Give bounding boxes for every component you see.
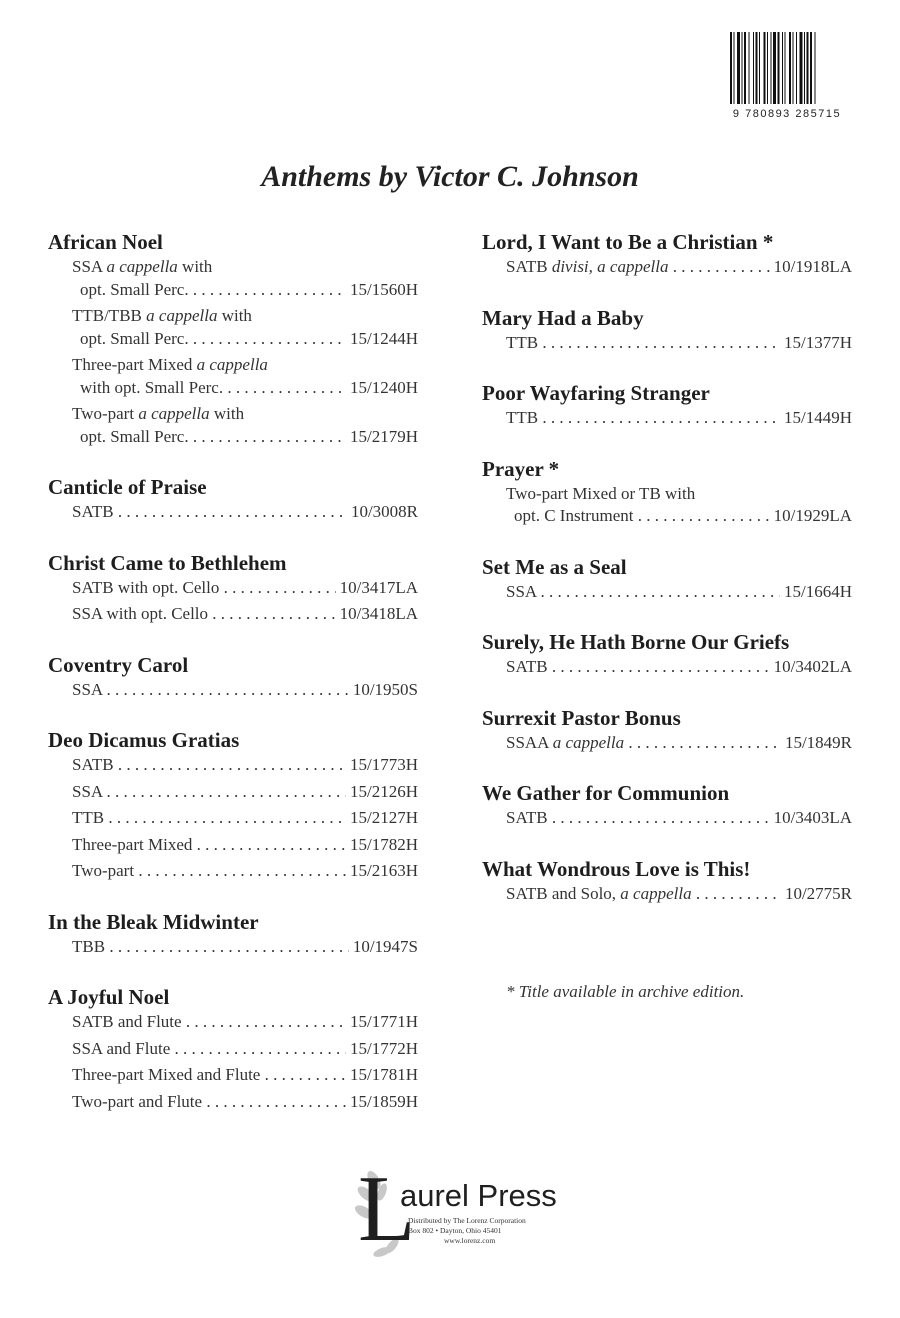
edition-line-2 <box>506 505 770 528</box>
edition-voicing: TTB <box>506 408 539 427</box>
edition-row <box>48 577 418 600</box>
edition-row <box>48 403 418 448</box>
edition-row <box>482 256 852 279</box>
anthem-entry <box>482 855 852 906</box>
anthem-title: Surely, He Hath Borne Our Griefs <box>482 630 790 654</box>
edition-line-1 <box>72 305 346 328</box>
edition-row <box>48 781 418 804</box>
edition-description <box>72 501 347 524</box>
edition-row <box>48 807 418 830</box>
edition-description <box>506 732 781 755</box>
edition-detail: with opt. Small Perc. <box>80 377 224 397</box>
catalog-number: 10/2775R <box>784 883 852 903</box>
edition-description <box>72 403 346 448</box>
edition-after: with <box>217 306 252 325</box>
anthem-entry <box>482 628 852 679</box>
catalog-number: 15/1240H <box>350 377 418 397</box>
anthem-title: African Noel <box>48 230 163 254</box>
edition-voicing: SATB and Flute <box>72 1012 182 1031</box>
edition-italic: a cappella <box>620 883 692 903</box>
catalog-number: 15/1560H <box>350 279 418 299</box>
edition-row <box>48 354 418 399</box>
edition-description <box>72 781 346 804</box>
anthem-entry <box>482 455 852 528</box>
edition-voicing: SSA <box>72 781 103 801</box>
edition-line-1 <box>72 403 346 426</box>
edition-voicing: TTB/TBB <box>72 306 142 325</box>
catalog-number: 15/1782H <box>350 834 418 854</box>
edition-description <box>72 577 336 600</box>
catalog-number: 10/1947S <box>352 936 418 956</box>
edition-description <box>72 807 346 830</box>
right-column <box>482 228 852 930</box>
catalog-number: 10/3402LA <box>773 657 852 676</box>
edition-voicing: Two-part and Flute <box>72 1091 203 1111</box>
edition-line <box>506 657 770 676</box>
edition-description <box>506 332 780 355</box>
edition-line <box>72 1092 346 1111</box>
anthem-entry <box>48 726 418 883</box>
anthem-entry <box>482 704 852 755</box>
edition-line <box>72 1012 346 1031</box>
edition-row <box>48 501 418 524</box>
edition-italic: a cappella <box>196 355 268 374</box>
edition-voicing: Two-part Mixed or TB with <box>506 483 696 503</box>
edition-line-2 <box>72 279 346 302</box>
edition-line <box>72 680 349 699</box>
catalog-number: 15/1859H <box>350 1091 418 1111</box>
catalog-number: 10/1950S <box>352 679 418 699</box>
edition-row <box>48 1064 418 1087</box>
catalog-number: 15/1244H <box>350 328 418 348</box>
edition-description <box>72 834 346 857</box>
edition-description <box>72 936 349 959</box>
anthem-title: Prayer * <box>482 456 560 481</box>
edition-line <box>72 782 346 801</box>
catalog-number: 15/1449H <box>784 408 852 427</box>
edition-line <box>506 884 781 903</box>
edition-description <box>506 581 780 604</box>
edition-row <box>482 581 852 604</box>
edition-description <box>72 354 346 399</box>
catalog-number: 15/2179H <box>350 426 418 446</box>
edition-voicing: SSAA <box>506 732 553 752</box>
edition-line-1 <box>72 354 346 377</box>
catalog-number: 15/2126H <box>350 781 418 801</box>
edition-voicing: SATB <box>506 257 552 276</box>
anthem-title: A Joyful Noel <box>48 985 170 1009</box>
edition-voicing: TBB <box>72 936 106 956</box>
catalog-number: 15/1771H <box>350 1012 418 1031</box>
edition-row <box>48 834 418 857</box>
edition-description <box>506 407 780 430</box>
edition-voicing: SATB with opt. Cello <box>72 577 220 597</box>
edition-row <box>48 256 418 301</box>
catalog-number: 15/1849R <box>784 732 852 752</box>
anthem-title: Lord, I Want to Be a Christian * <box>482 230 774 254</box>
edition-description <box>72 754 346 777</box>
edition-line <box>506 257 770 276</box>
catalog-number: 10/3417LA <box>339 577 418 597</box>
page-title: Anthems by Victor C. Johnson <box>261 160 639 193</box>
logo-initial: L <box>358 1157 416 1261</box>
edition-row <box>48 860 418 883</box>
edition-line <box>72 861 346 880</box>
edition-voicing: SSA with opt. Cello <box>72 604 209 623</box>
edition-voicing: TTB <box>506 332 539 352</box>
publisher-distributor: Distributed by The Lorenz Corporation <box>408 1216 526 1225</box>
publisher-address: Box 802 • Dayton, Ohio 45401 <box>408 1226 502 1235</box>
edition-voicing: Two-part <box>72 404 135 423</box>
anthem-entry <box>48 651 418 702</box>
edition-line-2 <box>72 426 346 449</box>
left-column <box>48 228 418 1138</box>
edition-italic: a cappella <box>552 732 625 752</box>
edition-row <box>482 656 852 679</box>
publisher-name: aurel Press <box>400 1178 557 1213</box>
edition-row <box>48 1011 418 1034</box>
edition-row <box>48 1091 418 1114</box>
anthem-title: We Gather for Communion <box>482 781 730 805</box>
edition-line-2 <box>72 377 346 400</box>
edition-row <box>48 305 418 350</box>
anthem-title: In the Bleak Midwinter <box>48 909 259 934</box>
anthem-entry <box>48 549 418 626</box>
edition-description <box>72 603 336 626</box>
edition-voicing: SATB <box>72 755 114 774</box>
edition-line <box>72 835 346 854</box>
edition-description <box>72 1038 346 1061</box>
edition-line-1 <box>72 256 346 279</box>
edition-line-1 <box>506 483 770 506</box>
edition-row <box>48 754 418 777</box>
edition-after: with <box>209 404 245 423</box>
edition-row <box>48 679 418 702</box>
edition-line <box>72 755 346 774</box>
edition-voicing: SATB <box>506 808 548 827</box>
anthem-title: Mary Had a Baby <box>482 305 644 330</box>
edition-row <box>482 407 852 430</box>
edition-row <box>48 603 418 626</box>
edition-description <box>506 656 770 679</box>
edition-description <box>72 1011 346 1034</box>
anthem-title: Set Me as a Seal <box>482 554 627 579</box>
anthem-entry <box>482 304 852 355</box>
anthem-entry <box>48 908 418 959</box>
edition-voicing: SSA <box>72 679 103 699</box>
catalog-number: 10/3403LA <box>773 808 852 827</box>
catalog-number: 15/1773H <box>350 755 418 774</box>
edition-voicing: SATB <box>506 657 548 676</box>
anthem-title: Coventry Carol <box>48 652 189 677</box>
edition-voicing: SSA and Flute <box>72 1038 171 1058</box>
edition-voicing: SSA <box>506 581 537 601</box>
anthem-title: Poor Wayfaring Stranger <box>482 381 710 405</box>
anthem-entry <box>482 779 852 830</box>
anthem-title: Canticle of Praise <box>48 475 207 499</box>
anthem-title: Christ Came to Bethlehem <box>48 550 287 575</box>
edition-voicing: SATB <box>72 502 114 521</box>
anthem-title: Deo Dicamus Gratias <box>48 728 240 752</box>
edition-description <box>72 1064 346 1087</box>
edition-description <box>506 483 770 528</box>
catalog-number: 15/1772H <box>350 1038 418 1058</box>
laurel-press-logo <box>352 1157 572 1261</box>
edition-line <box>72 1039 346 1058</box>
edition-line-2 <box>72 328 346 351</box>
edition-detail: opt. Small Perc. <box>80 426 189 446</box>
edition-italic: divisi, a cappella <box>551 257 669 276</box>
edition-voicing: Three-part Mixed and Flute <box>72 1065 261 1084</box>
edition-row <box>48 1038 418 1061</box>
edition-line <box>506 408 780 427</box>
edition-row <box>482 883 852 906</box>
edition-line <box>72 578 336 597</box>
edition-voicing: SSA <box>72 257 103 276</box>
catalog-number: 15/2127H <box>350 808 418 827</box>
edition-detail: opt. Small Perc. <box>80 328 189 348</box>
edition-description <box>506 807 770 830</box>
anthem-title: Surrexit Pastor Bonus <box>482 705 681 730</box>
edition-detail: opt. C Instrument <box>514 506 634 525</box>
edition-description <box>506 256 770 279</box>
catalog-number: 15/1781H <box>350 1065 418 1084</box>
edition-row <box>482 807 852 830</box>
edition-line <box>506 582 780 601</box>
anthem-entry <box>48 473 418 524</box>
edition-line <box>72 808 346 827</box>
edition-row <box>482 332 852 355</box>
edition-line <box>72 1065 346 1084</box>
anthem-title: What Wondrous Love is This! <box>482 856 751 881</box>
edition-row <box>48 936 418 959</box>
anthem-entry <box>482 553 852 604</box>
edition-description <box>72 1091 346 1114</box>
catalog-number: 15/1664H <box>784 581 852 601</box>
catalog-number: 15/1377H <box>784 332 852 352</box>
edition-voicing: TTB <box>72 808 105 827</box>
anthem-entry <box>48 228 418 448</box>
edition-detail: opt. Small Perc. <box>80 279 189 299</box>
edition-description <box>72 305 346 350</box>
edition-line <box>72 937 349 956</box>
edition-voicing: Three-part Mixed <box>72 834 193 854</box>
isbn-barcode <box>712 28 862 126</box>
edition-voicing: Three-part Mixed <box>72 355 193 374</box>
edition-voicing: Two-part <box>72 861 135 880</box>
edition-description <box>72 256 346 301</box>
edition-row <box>482 732 852 755</box>
edition-description <box>72 860 346 883</box>
edition-italic: a cappella <box>138 404 210 423</box>
catalog-number: 10/1929LA <box>773 506 852 525</box>
edition-italic: a cappella <box>146 306 218 325</box>
edition-italic: a cappella <box>106 257 178 276</box>
catalog-number: 15/2163H <box>350 861 418 880</box>
edition-line <box>506 808 770 827</box>
catalog-number: 10/1918LA <box>773 257 852 276</box>
anthem-entry <box>482 379 852 430</box>
barcode-bars <box>728 32 856 104</box>
edition-line <box>72 604 336 623</box>
barcode-number: 9 780893 285715 <box>732 108 842 120</box>
archive-footnote: * Title available in archive edition. <box>506 982 745 1001</box>
edition-voicing: SATB and Solo, <box>506 883 621 903</box>
edition-after: with <box>177 257 213 276</box>
edition-line <box>506 733 781 752</box>
edition-row <box>482 483 852 528</box>
edition-description <box>72 679 349 702</box>
anthem-entry <box>48 983 418 1113</box>
publisher-website: www.lorenz.com <box>444 1236 496 1245</box>
edition-line <box>72 502 347 521</box>
catalog-number: 10/3008R <box>350 502 418 521</box>
catalog-number: 10/3418LA <box>339 604 418 623</box>
anthem-entry <box>482 228 852 279</box>
edition-line <box>506 333 780 352</box>
edition-description <box>506 883 781 906</box>
